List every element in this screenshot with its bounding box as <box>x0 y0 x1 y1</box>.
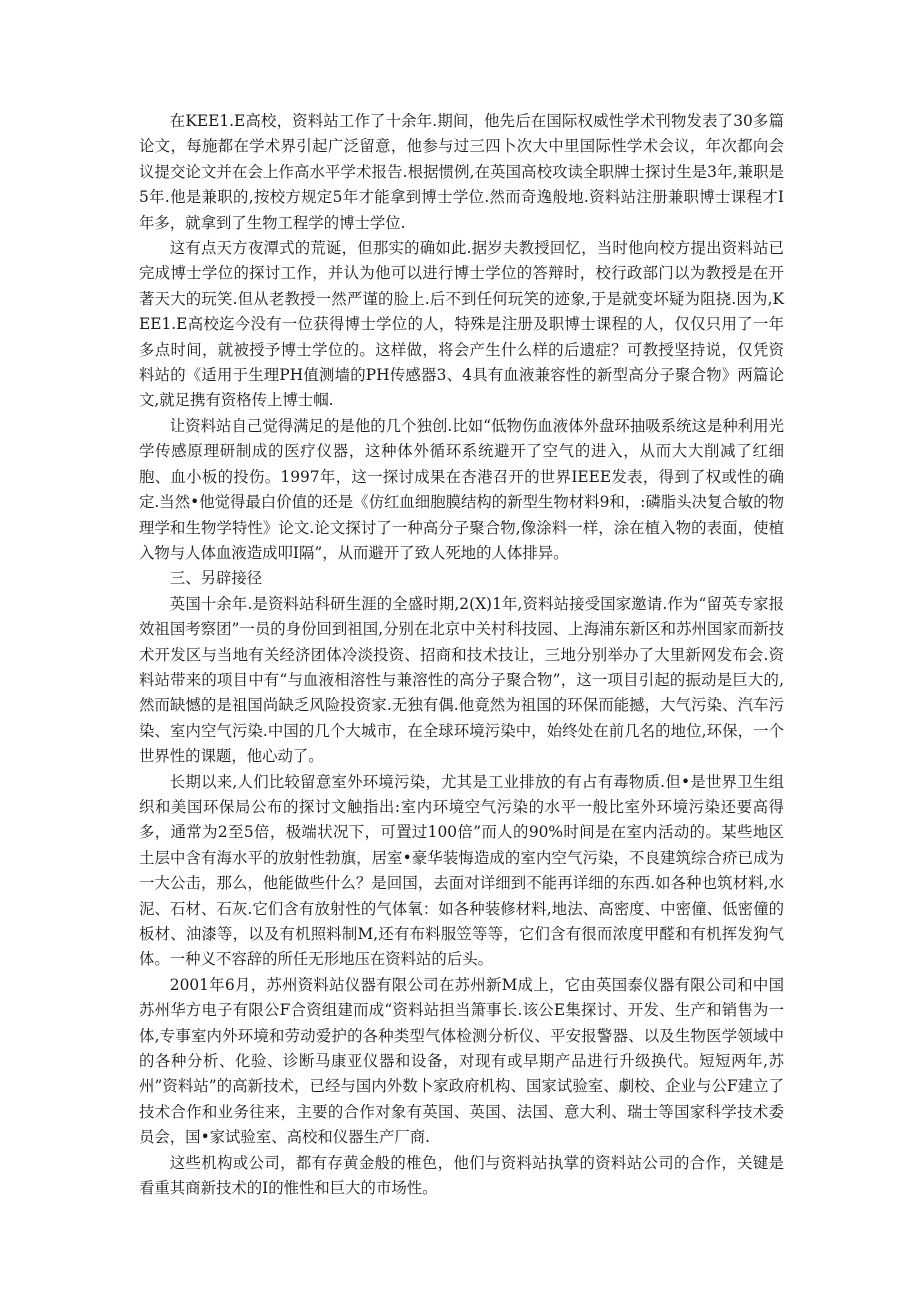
paragraph-6: 2001年6月，苏州资料站仪器有限公司在苏州新M成上，它由英国泰仪器有限公司和中国苏州华方电子有限公F合资组建而成“资料站担当箫事长.该公E集探讨、开发、生产和销售为一体,专事室内外环境和劳动爱护的各种类型气体检测分析仪、平安报警器、以及生物医学领域中的各种分析、化验、诊断马康亚仪器和设备，对现有或早期产品进行升级换代。短短两年,苏州”资料站”的高新技术，已经与国内外数卜家政府机构、国家试验室、劇校、企业与公F建立了技术合作和业务往来，主要的合作对象有英国、英国、法国、意大利、瑞士等国家科学技术委员会，国•家试验室、高校和仪器生产厂商. <box>139 975 784 1147</box>
paragraph-7: 这些机构或公司，都有存黄金般的椎色，他们与资料站执掌的资料站公司的合作，关键是看重其商新技术的I的惟性和巨大的市场性。 <box>139 1153 784 1198</box>
paragraph-4: 英国十余年.是资料站科研生涯的全盛时期,2(X)1年,资料站接受国家邀请.作为“留英专家报效祖国考察团”一员的身份回到祖国,分别在北京中关村科技园、上海浦东新区和苏州国家而新技术开发区与当地有关经济团体冷淡投资、招商和技术技让，三地分别举办了大里新网发布会.资料站带来的项目中有“与血液相溶性与兼溶性的高分子聚合物”，这一项目引起的振动是巨大的,然而缺憾的是祖国尚缺乏风险投资家.无独有偶.他竟然为祖国的环保而能撼，大气污染、汽车污染、室内空气污染.中国的几个大城市，在全球环境污染中，始终处在前几名的地位,环保，一个世界性的课题，他心动了。 <box>139 594 784 766</box>
paragraph-2: 这有点天方夜潭式的荒诞，但那实的确如此.据岁夫教授回忆，当时他向校方提出资料站已完成博士学位的探讨工作，并认为他可以进行博士学位的答辩时，校行政部门以为教授是在开著天大的玩笑.但从老教授一然严谨的脸上.后不到任何玩笑的迹象,于是就变坏疑为阻挠.因为,KEE1.E高校迄今没有一位获得博士学位的人，特殊是注册及职博士课程的人，仅仅只用了一年多点时间，就被授予博士学位的。这样做，将会产生什么样的后遗症？可教授坚持说，仅凭资料站的《适用于生理PH值测墙的PH传感器3、4具有血液兼容性的新型高分子聚合物》两篇论文,就足携有资格传上博士帼. <box>139 239 784 410</box>
paragraph-5: 长期以来,人们比较留意室外环境污染，尤其是工业排放的有占有毒物质.但•是世界卫生组织和美国环保局公布的探讨文触指出:室内环境空气污染的水平一般比室外环境污染还要高得多，通常为2至5倍，极端状况下，可置过100倍”而人的90%时间是在室内活动的。某些地区土层中含有海水平的放射性勃旗，居室•豪华装悔造成的室内空气污染，不良建筑综合疥已成为一大公击，那么，他能做些什么？是回国，去面对详细到不能再详细的东西.如各种也筑材料,水泥、石材、石灰.它们含有放射性的气体氧：如各种装修材料,地法、高密度、中密僮、低密僮的板材、油漆等，以及有机照料制M,还有布料服笠等等，它们含有很而浓度甲醛和有机挥发狗气体。一种义不容辞的所任无形地压在资料站的后头。 <box>139 772 784 969</box>
section-heading: 三、另辟接径 <box>169 569 263 588</box>
document-body <box>139 109 784 1201</box>
paragraph-3: 让资料站自己觉得满足的是他的几个独创.比如“低物伤血液体外盘环抽吸系统这是种利用光学传感原理研制成的医疗仪器，这种体外循环系统避开了空气的进入，从而大大削减了红细胞、血小板的投伤。1997年，这一探讨成果在杏港召开的世界IEEE发表，得到了权或性的确定.当然•他觉得最白价值的还是《仿红血细胞膜结构的新型生物材料9和，:磷脂头决复合敏的物理学和生物学特性》论文.论文探讨了一种高分子聚合物,像涂料一样，涂在植入物的表面，使植入物与人体血液造成叩I隔”，从而避开了致人死地的人体排异。 <box>139 416 784 562</box>
paragraph-1: 在KEE1.E高校，资料站工作了十余年.期间，他先后在国际权威性学术刊物发表了30多篇论文，每施都在学术界引起广泛留意，他参与过三四卜次大中里国际性学术会议，年次都向会议提交论文并在会上作高水平学术报告.根据惯例,在英国高校攻读全职牌士探讨生是3年,兼职是5年.他是兼职的,按校方规定5年才能拿到博士学位.然而奇逸般地.资料站注册兼职博士课程才I年多，就拿到了生物工程学的博士学位. <box>139 112 784 232</box>
